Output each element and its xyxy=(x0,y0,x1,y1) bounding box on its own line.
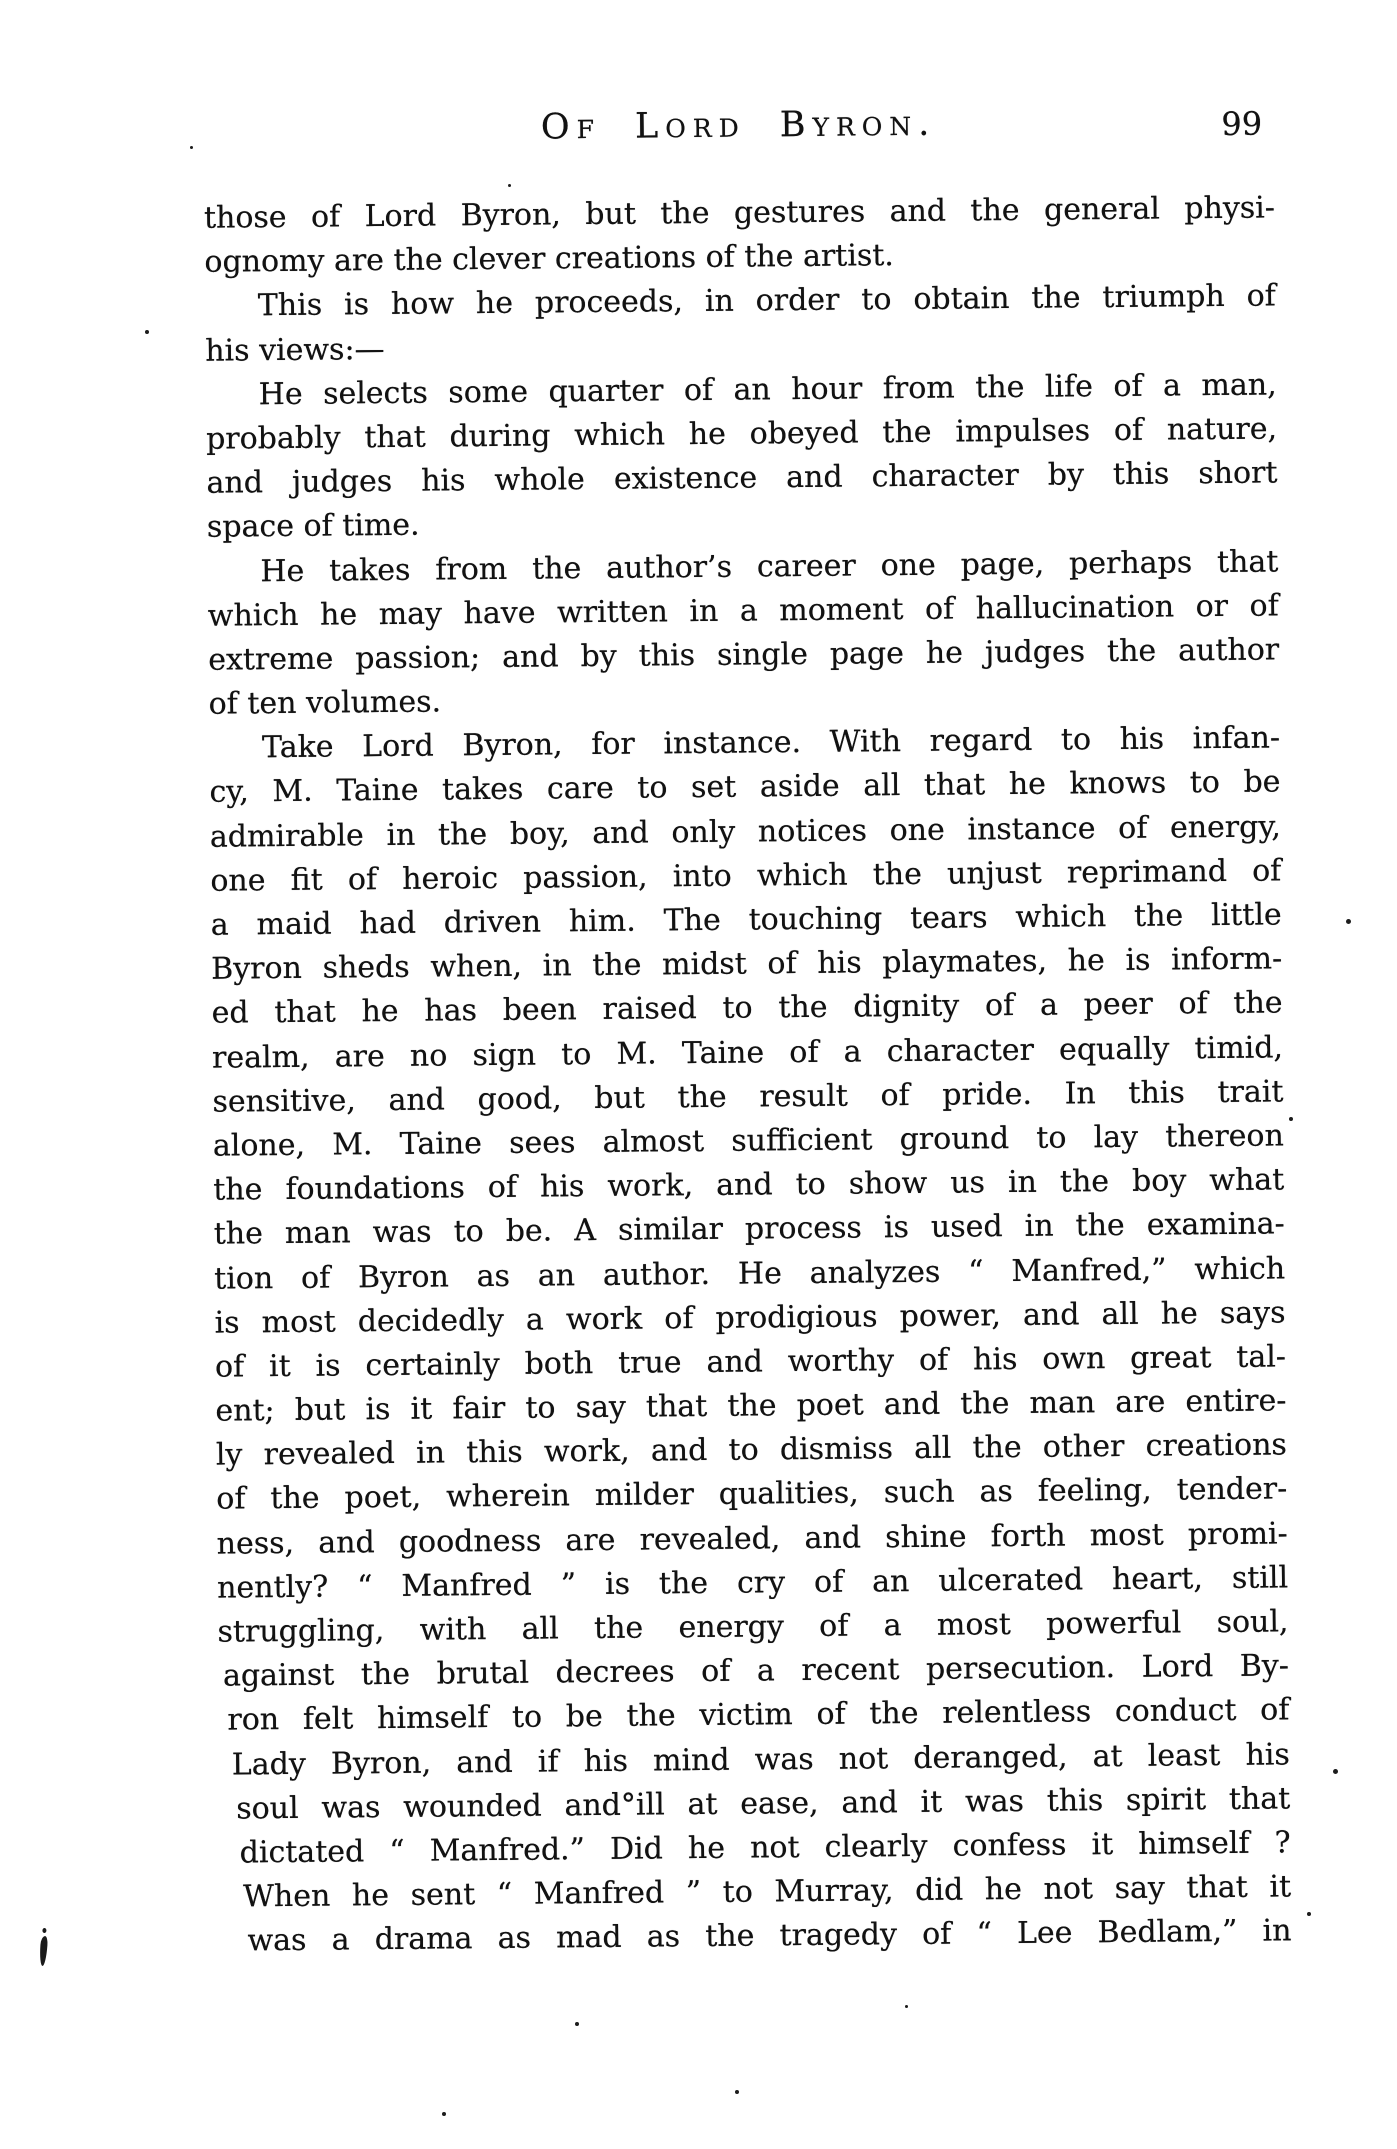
text-line: nently? “ Manfred ” is the cry of an ulcerated heart, still xyxy=(216,1560,1289,1606)
text-line: dictated “ Manfred.” Did he not clearly confess it himself ? xyxy=(239,1825,1291,1871)
scan-speck xyxy=(1307,1912,1311,1916)
text-line: against the brutal decrees of a recent persecution. Lord By- xyxy=(222,1648,1290,1694)
text-line: of ten volumes. xyxy=(208,684,442,722)
text-line: ron felt himself to be the victim of the relentless conduct of xyxy=(227,1692,1290,1738)
text-line: the foundations of his work, and to show us in the boy what xyxy=(213,1162,1285,1208)
scan-speck xyxy=(575,2022,579,2026)
text-line: and judges his whole existence and character by this short xyxy=(206,455,1278,501)
page-number: 99 xyxy=(1221,104,1263,143)
text-line: alone, M. Taine sees almost sufficient ground to lay thereon xyxy=(212,1118,1285,1164)
scan-speck xyxy=(735,2090,739,2094)
text-line: those of Lord Byron, but the gestures and the general physi- xyxy=(203,190,1276,236)
text-line: sensitive, and good, but the result of pride. In this trait xyxy=(212,1074,1284,1120)
text-line: This is how he proceeds, in order to obtain the triumph of xyxy=(257,278,1276,324)
text-line: a maid had driven him. The touching tears which the little xyxy=(210,897,1282,943)
scan-speck xyxy=(145,330,149,334)
text-line: He takes from the author’s career one page, perhaps that xyxy=(260,543,1279,589)
text-line: is most decidedly a work of prodigious power, and all he says xyxy=(214,1295,1286,1341)
text-line: of it is certainly both true and worthy of his own great tal- xyxy=(214,1339,1287,1385)
text-line: Take Lord Byron, for instance. With regard to his infan- xyxy=(261,720,1281,766)
scan-speck xyxy=(1289,1117,1293,1121)
scan-speck xyxy=(442,2112,446,2116)
running-title: Of Lord Byron. xyxy=(540,103,937,148)
text-line: Lady Byron, and if his mind was not deranged, at least his xyxy=(231,1736,1290,1783)
text-line: When he sent “ Manfred ” to Murray, did he not say that it xyxy=(242,1869,1292,1915)
page-header xyxy=(203,100,1274,166)
text-line: soul was wounded and°ill at ease, and it was this spirit that xyxy=(236,1781,1291,1827)
text-line: ly revealed in this work, and to dismiss all the other creations xyxy=(215,1427,1287,1473)
text-line: ognomy are the clever creations of the artist. xyxy=(204,238,895,280)
text-line: cy, M. Taine takes care to set aside all that he knows to be xyxy=(209,764,1281,811)
scan-speck xyxy=(1346,919,1351,924)
text-line: Byron sheds when, in the midst of his playmates, he is inform- xyxy=(211,941,1283,987)
text-line: probably that during which he obeyed the impulses of nature, xyxy=(205,411,1278,457)
scan-speck xyxy=(1333,1769,1338,1774)
text-line: one fit of heroic passion, into which the unjust reprimand of xyxy=(210,853,1282,899)
text-line: which he may have written in a moment of hallucination or of xyxy=(207,588,1279,634)
text-line: his views:— xyxy=(205,331,385,369)
text-line: ed that he has been raised to the dignity of a peer of the xyxy=(211,985,1283,1032)
text-line: of the poet, wherein milder qualities, such as feeling, tender- xyxy=(216,1471,1288,1518)
text-block xyxy=(204,186,1292,1964)
text-line: realm, are no sign to M. Taine of a character equally timid, xyxy=(211,1029,1284,1076)
text-line: the man was to be. A similar process is used in the examina- xyxy=(213,1206,1285,1252)
text-line: ent; but is it fair to say that the poet and the man are entire- xyxy=(215,1383,1287,1429)
text-line: struggling, with all the energy of a most powerful soul, xyxy=(217,1604,1289,1650)
scan-speck xyxy=(190,146,193,149)
text-line: admirable in the boy, and only notices one instance of energy, xyxy=(209,809,1282,855)
text-line: ness, and goodness are revealed, and shine forth most promi- xyxy=(216,1516,1288,1562)
text-line: space of time. xyxy=(206,507,420,546)
text-line: tion of Byron as an author. He analyzes “ Manfred,” which xyxy=(214,1250,1286,1297)
scan-speck xyxy=(905,2005,908,2008)
text-line: He selects some quarter of an hour from the life of a man, xyxy=(258,367,1277,412)
text-line: was a drama as mad as the tragedy of “ Lee Bedlam,” in xyxy=(247,1913,1292,1959)
text-line: extreme passion; and by this single page he judges the author xyxy=(208,632,1280,678)
scan-speck xyxy=(508,184,511,187)
